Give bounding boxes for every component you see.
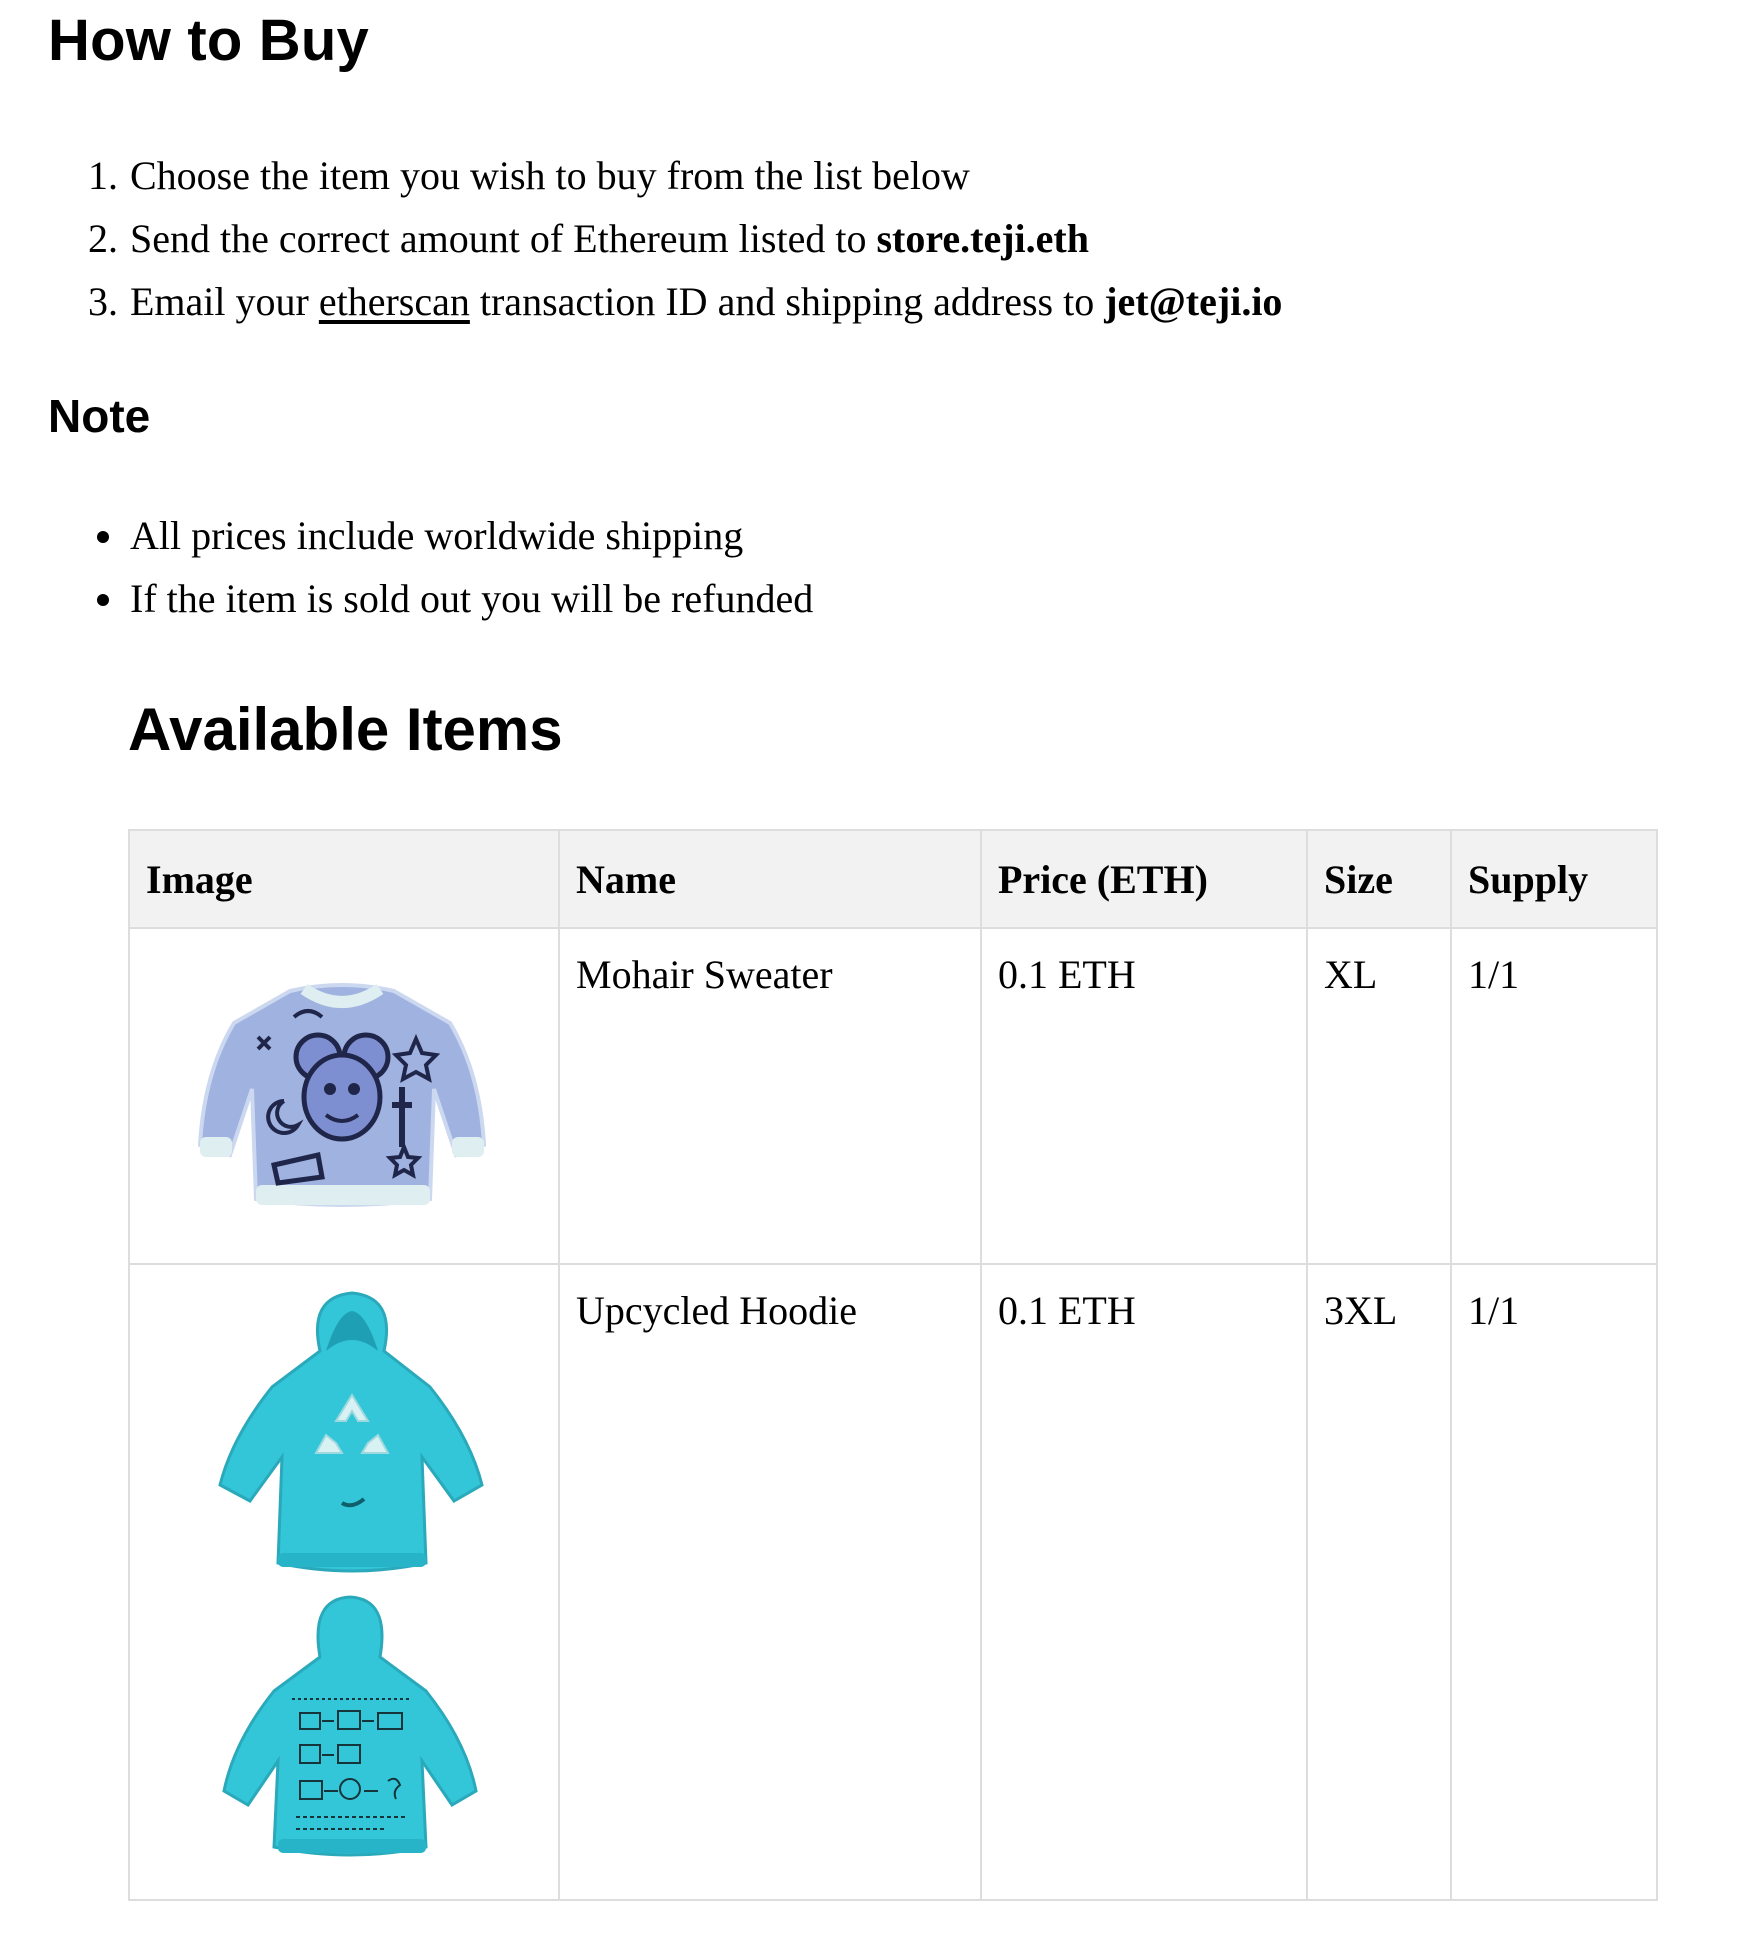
item-price: 0.1 ETH [981,928,1307,1264]
note-item: • All prices include worldwide shipping [128,504,813,567]
header-price: Price (ETH) [981,830,1307,928]
hoodie-front-image [216,1289,486,1579]
table-row [129,1264,1657,1900]
item-price: 0.1 ETH [981,1264,1307,1900]
table-row [129,928,1657,1264]
contact-email: jet@teji.io [1104,279,1283,324]
step-1 [128,144,1282,207]
available-items-heading: Available Items [128,696,563,763]
table-header-row [129,830,1657,928]
how-to-buy-heading: How to Buy [48,8,369,73]
item-name: Upcycled Hoodie [559,1264,981,1900]
step-3 [128,270,1282,333]
image-cell [129,1264,559,1900]
header-size: Size [1307,830,1451,928]
header-name: Name [559,830,981,928]
header-image: Image [129,830,559,928]
item-name: Mohair Sweater [559,928,981,1264]
steps-list [84,144,1282,333]
step-2 [128,207,1282,270]
item-supply: 1/1 [1451,928,1657,1264]
step-1-text: Choose the item you wish to buy from the list below [130,153,970,198]
step-2-text: Send the correct amount of Ethereum listed to [130,216,877,261]
item-size: 3XL [1307,1264,1451,1900]
image-cell [129,928,559,1264]
etherscan-link[interactable]: etherscan [318,279,470,324]
note-item: • If the item is sold out you will be refunded [128,567,813,630]
item-supply: 1/1 [1451,1264,1657,1900]
notes-list [84,504,813,630]
step-3-text-middle: transaction ID and shipping address to [469,279,1105,324]
sweater-image [198,977,486,1213]
hoodie-back-image [220,1595,480,1865]
note-heading: Note [48,390,151,442]
step-3-text-before: Email your [130,279,319,324]
header-supply: Supply [1451,830,1657,928]
items-table [128,829,1658,1901]
ens-address: store.teji.eth [876,216,1089,261]
item-size: XL [1307,928,1451,1264]
